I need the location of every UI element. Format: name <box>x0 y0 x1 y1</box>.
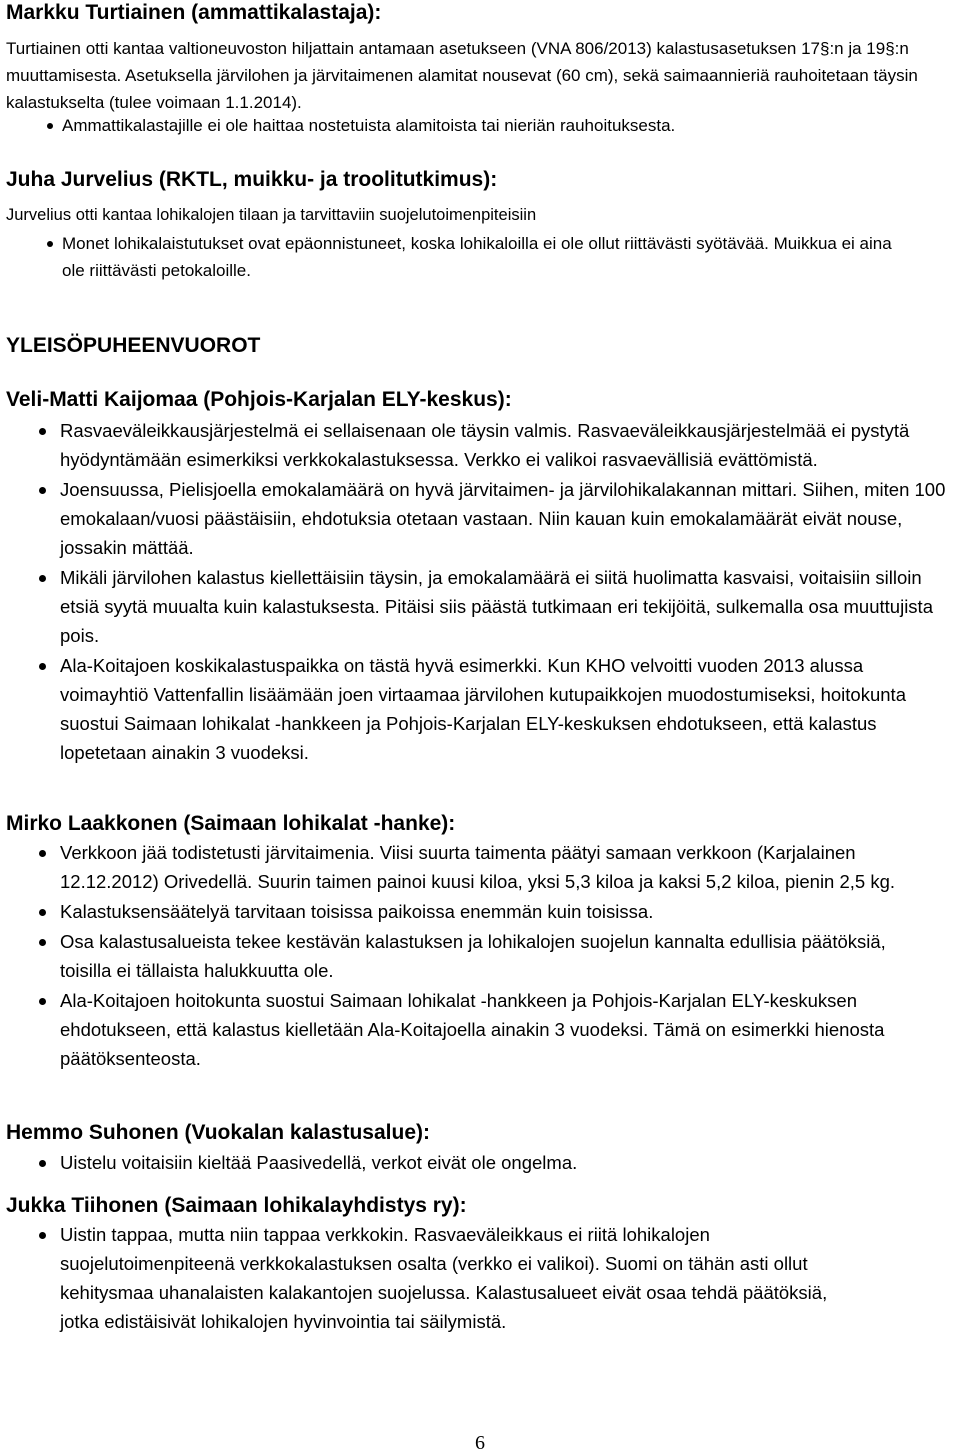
section-heading: Mirko Laakkonen (Saimaan lohikalat -hanke): <box>6 812 456 835</box>
section-heading: Markku Turtiainen (ammattikalastaja): <box>6 1 382 24</box>
bullet-icon <box>39 909 46 916</box>
section-heading: Hemmo Suhonen (Vuokalan kalastusalue): <box>6 1121 430 1144</box>
bullet-list <box>0 838 960 1074</box>
list-item: Verkkoon jää todistetusti järvitaimenia. Viisi suurta taimenta päätyi samaan verkkoon (Karjalainen 12.12.2012) Orivedellä. Suurin taimen painoi kuusi kiloa, yksi 5,3 kiloa ja kaksi 5,2 kiloa, pienin 2,5 kg. <box>0 838 960 896</box>
bullet-icon <box>47 123 53 129</box>
bullet-icon <box>39 1160 46 1167</box>
list-item: Ammattikalastajille ei ole haittaa nostetuista alamitoista tai nieriän rauhoituksesta. <box>0 112 960 139</box>
bullet-icon <box>39 575 46 582</box>
bullet-icon <box>39 487 46 494</box>
bullet-list <box>0 416 960 768</box>
list-item: Osa kalastusalueista tekee kestävän kalastuksen ja lohikalojen suojelun kannalta edullisia päätöksiä, toisilla ei tällaista halukkuutta ole. <box>0 927 960 985</box>
list-item: Mikäli järvilohen kalastus kiellettäisiin täysin, ja emokalamäärä ei siitä huolimatta kasvaisi, voitaisiin silloin etsiä syytä muualta kuin kalastuksesta. Pitäisi siis päästä tutkimaan eri tekijöitä, sulkemalla osa muuttujista pois. <box>0 563 960 650</box>
paragraph: Jurvelius otti kantaa lohikalojen tilaan ja tarvittaviin suojelutoimenpiteisiin <box>6 206 537 224</box>
bullet-icon <box>39 998 46 1005</box>
bullet-icon <box>47 241 53 247</box>
bullet-icon <box>39 663 46 670</box>
list-item: Rasvaeväleikkausjärjestelmä ei sellaisenaan ole täysin valmis. Rasvaeväleikkausjärjestelmää ei pystytä hyödyntämään esimerkiksi verkkokalastuksessa. Verkko ei valikoi rasvaevällisiä evättömistä. <box>0 416 960 474</box>
bullet-list <box>0 1220 960 1337</box>
list-item: Ala-Koitajoen hoitokunta suostui Saimaan lohikalat -hankkeen ja Pohjois-Karjalan ELY-keskuksen ehdotukseen, että kalastus kielletään Ala-Koitajoella ainakin 3 vuodeksi. Tämä on esimerkki hienosta päätöksenteosta. <box>0 986 960 1073</box>
section-heading: Juha Jurvelius (RKTL, muikku- ja troolitutkimus): <box>6 168 498 191</box>
bullet-icon <box>39 939 46 946</box>
list-item: Monet lohikalaistutukset ovat epäonnistuneet, koska lohikaloilla ei ole ollut riittävästi syötävää. Muikkua ei aina ole riittävästi petokaloille. <box>0 230 960 284</box>
list-item: Joensuussa, Pielisjoella emokalamäärä on hyvä järvitaimen- ja järvilohikalakannan mittari. Siihen, miten 100 emokalaan/vuosi päästäisiin, ehdotuksia otetaan vastaan. Niin kauan kuin emokalamäärät eivät nouse, jossakin mättää. <box>0 475 960 562</box>
list-item: Uistin tappaa, mutta niin tappaa verkkokin. Rasvaeväleikkaus ei riitä lohikalojen suojelutoimenpiteenä verkkokalastuksen osalta (verkko ei valikoi). Suomi on tähän asti ollut kehitysmaa uhanalaisten kalakantojen suojelussa. Kalastusalueet eivät osaa tehdä päätöksiä, jotka edistäisivät lohikalojen hyvinvointia tai säilymistä. <box>0 1220 960 1336</box>
list-item: Uistelu voitaisiin kieltää Paasivedellä, verkot eivät ole ongelma. <box>0 1148 960 1177</box>
section-heading: Jukka Tiihonen (Saimaan lohikalayhdistys ry): <box>6 1194 467 1217</box>
list-item: Ala-Koitajoen koskikalastuspaikka on tästä hyvä esimerkki. Kun KHO velvoitti vuoden 2013 alussa voimayhtiö Vattenfallin lisäämään joen virtaamaa järvilohen kutupaikkojen muodostumiseksi, hoitokunta suostui Saimaan lohikalat -hankkeen ja Pohjois-Karjalan ELY-keskuksen ehdotukseen, että kalastus lopetetaan ainakin 3 vuodeksi. <box>0 651 960 767</box>
paragraph: Turtiainen otti kantaa valtioneuvoston hiljattain antamaan asetukseen (VNA 806/2013) kalastusasetuksen 17§:n ja 19§:n muuttamisesta. Asetuksella järvilohen ja järvitaimenen alamitat nousevat (60 cm), sekä saimaannieriä rauhoitetaan täysin kalastukselta (tulee voimaan 1.1.2014). <box>6 39 918 112</box>
bullet-list <box>0 112 960 139</box>
page-number: 6 <box>475 1432 485 1454</box>
bullet-icon <box>39 1232 46 1239</box>
bullet-icon <box>39 850 46 857</box>
section-title: YLEISÖPUHEENVUOROT <box>6 334 261 357</box>
bullet-list <box>0 230 960 284</box>
bullet-icon <box>39 428 46 435</box>
section-heading: Veli-Matti Kaijomaa (Pohjois-Karjalan ELY-keskus): <box>6 388 512 411</box>
bullet-list <box>0 1148 960 1178</box>
list-item: Kalastuksensäätelyä tarvitaan toisissa paikoissa enemmän kuin toisissa. <box>0 897 960 926</box>
